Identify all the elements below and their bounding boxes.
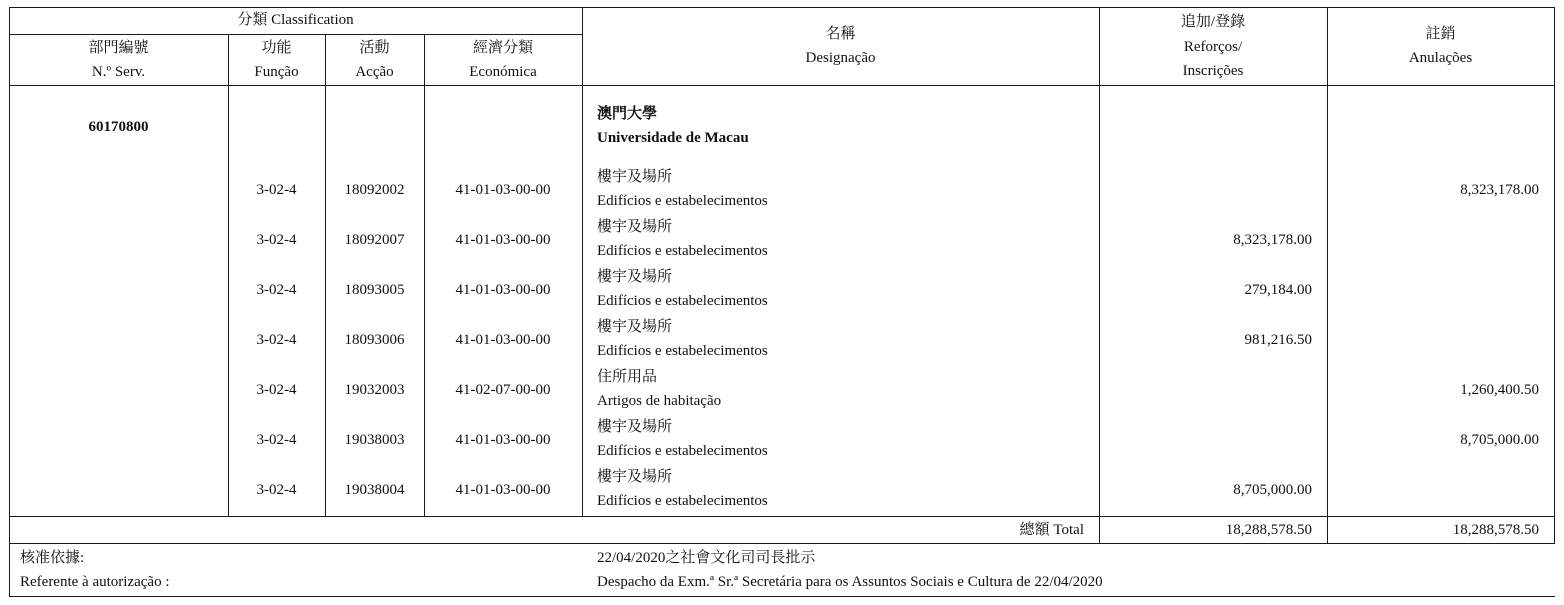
reinforcements-cell: 8,705,000.00: [1233, 482, 1312, 498]
designation-pt-cell: Artigos de habitação: [597, 393, 722, 409]
function-cell: 3-02-4: [256, 232, 297, 248]
function-cell: 3-02-4: [256, 482, 297, 498]
header-action-zh: 活動: [359, 40, 390, 56]
designation-pt-cell: Edifícios e estabelecimentos: [597, 243, 768, 259]
function-cell: 3-02-4: [256, 332, 297, 348]
function-cell: 3-02-4: [256, 182, 297, 198]
function-cell: 3-02-4: [256, 432, 297, 448]
action-cell: 18093006: [344, 332, 405, 348]
header-action-pt: Acção: [355, 64, 394, 80]
action-cell: 19038003: [344, 432, 405, 448]
header-service-zh: 部門編號: [88, 40, 149, 56]
economic-cell: 41-01-03-00-00: [455, 482, 551, 498]
header-reinforcements-pt2: Inscrições: [1182, 63, 1244, 79]
action-cell: 18093005: [344, 282, 405, 298]
designation-zh-cell: 樓宇及場所: [597, 269, 673, 285]
header-function-zh: 功能: [261, 40, 292, 56]
cancellations-cell: 1,260,400.50: [1460, 382, 1539, 398]
reinforcements-cell: 8,323,178.00: [1233, 232, 1312, 248]
designation-pt-cell: Edifícios e estabelecimentos: [597, 343, 768, 359]
designation-zh-cell: 住所用品: [597, 369, 658, 385]
cancellations-cell: 8,323,178.00: [1460, 182, 1539, 198]
economic-cell: 41-01-03-00-00: [455, 182, 551, 198]
economic-cell: 41-01-03-00-00: [455, 332, 551, 348]
economic-cell: 41-01-03-00-00: [455, 282, 551, 298]
service-number: 60170800: [88, 119, 149, 135]
table-row: [0, 365, 1564, 415]
reinforcements-cell: 279,184.00: [1244, 282, 1312, 298]
header-economic-pt: Económica: [469, 64, 537, 80]
header-economic-zh: 經濟分類: [472, 40, 533, 56]
header-service-pt: N.º Serv.: [91, 64, 146, 80]
header-classification: 分類 Classification: [237, 12, 354, 28]
header-reinforcements-zh: 追加/登錄: [1180, 14, 1246, 30]
table-top-border: [9, 7, 1555, 8]
authorization-value-zh: 22/04/2020之社會文化司司長批示: [597, 550, 816, 566]
function-cell: 3-02-4: [256, 382, 297, 398]
table-row: [0, 265, 1564, 315]
table-row: [0, 215, 1564, 265]
header-designation-pt: Designação: [805, 50, 876, 66]
classification-divider: [9, 34, 582, 35]
designation-pt-cell: Edifícios e estabelecimentos: [597, 293, 768, 309]
designation-zh-cell: 樓宇及場所: [597, 469, 673, 485]
cancellations-cell: 8,705,000.00: [1460, 432, 1539, 448]
authorization-label-zh: 核准依據:: [20, 550, 85, 566]
action-cell: 18092007: [344, 232, 405, 248]
function-cell: 3-02-4: [256, 282, 297, 298]
table-row: [0, 315, 1564, 365]
designation-zh-cell: 樓宇及場所: [597, 219, 673, 235]
economic-cell: 41-01-03-00-00: [455, 432, 551, 448]
reinforcements-cell: 981,216.50: [1244, 332, 1312, 348]
total-bottom-border: [9, 543, 1555, 544]
designation-zh-cell: 樓宇及場所: [597, 169, 673, 185]
designation-pt-cell: Edifícios e estabelecimentos: [597, 443, 768, 459]
designation-zh-cell: 樓宇及場所: [597, 419, 673, 435]
table-row: [0, 415, 1564, 465]
authorization-label-pt: Referente à autorização :: [20, 574, 170, 590]
total-label: 總額 Total: [1019, 522, 1084, 538]
header-cancellations-pt: Anulações: [1408, 50, 1473, 66]
service-name-pt: Universidade de Macau: [597, 130, 749, 146]
table-bottom-border: [9, 596, 1555, 597]
table-row: [0, 165, 1564, 215]
action-cell: 19032003: [344, 382, 405, 398]
total-cancellations: 18,288,578.50: [1452, 522, 1539, 538]
header-function-pt: Função: [254, 64, 299, 80]
table-row: [0, 465, 1564, 515]
economic-cell: 41-01-03-00-00: [455, 232, 551, 248]
designation-pt-cell: Edifícios e estabelecimentos: [597, 493, 768, 509]
designation-pt-cell: Edifícios e estabelecimentos: [597, 193, 768, 209]
total-reinforcements: 18,288,578.50: [1225, 522, 1312, 538]
header-reinforcements-pt1: Reforços/: [1183, 39, 1243, 55]
action-cell: 18092002: [344, 182, 405, 198]
action-cell: 19038004: [344, 482, 405, 498]
header-cancellations-zh: 註銷: [1425, 26, 1456, 42]
designation-zh-cell: 樓宇及場所: [597, 319, 673, 335]
header-bottom-border: [9, 85, 1555, 86]
header-designation-zh: 名稱: [825, 26, 856, 42]
service-name-zh: 澳門大學: [597, 106, 658, 122]
authorization-value-pt: Despacho da Exm.ª Sr.ª Secretária para os Assuntos Sociais e Cultura de 22/04/2020: [597, 574, 1103, 590]
economic-cell: 41-02-07-00-00: [455, 382, 551, 398]
total-top-border: [9, 516, 1555, 517]
